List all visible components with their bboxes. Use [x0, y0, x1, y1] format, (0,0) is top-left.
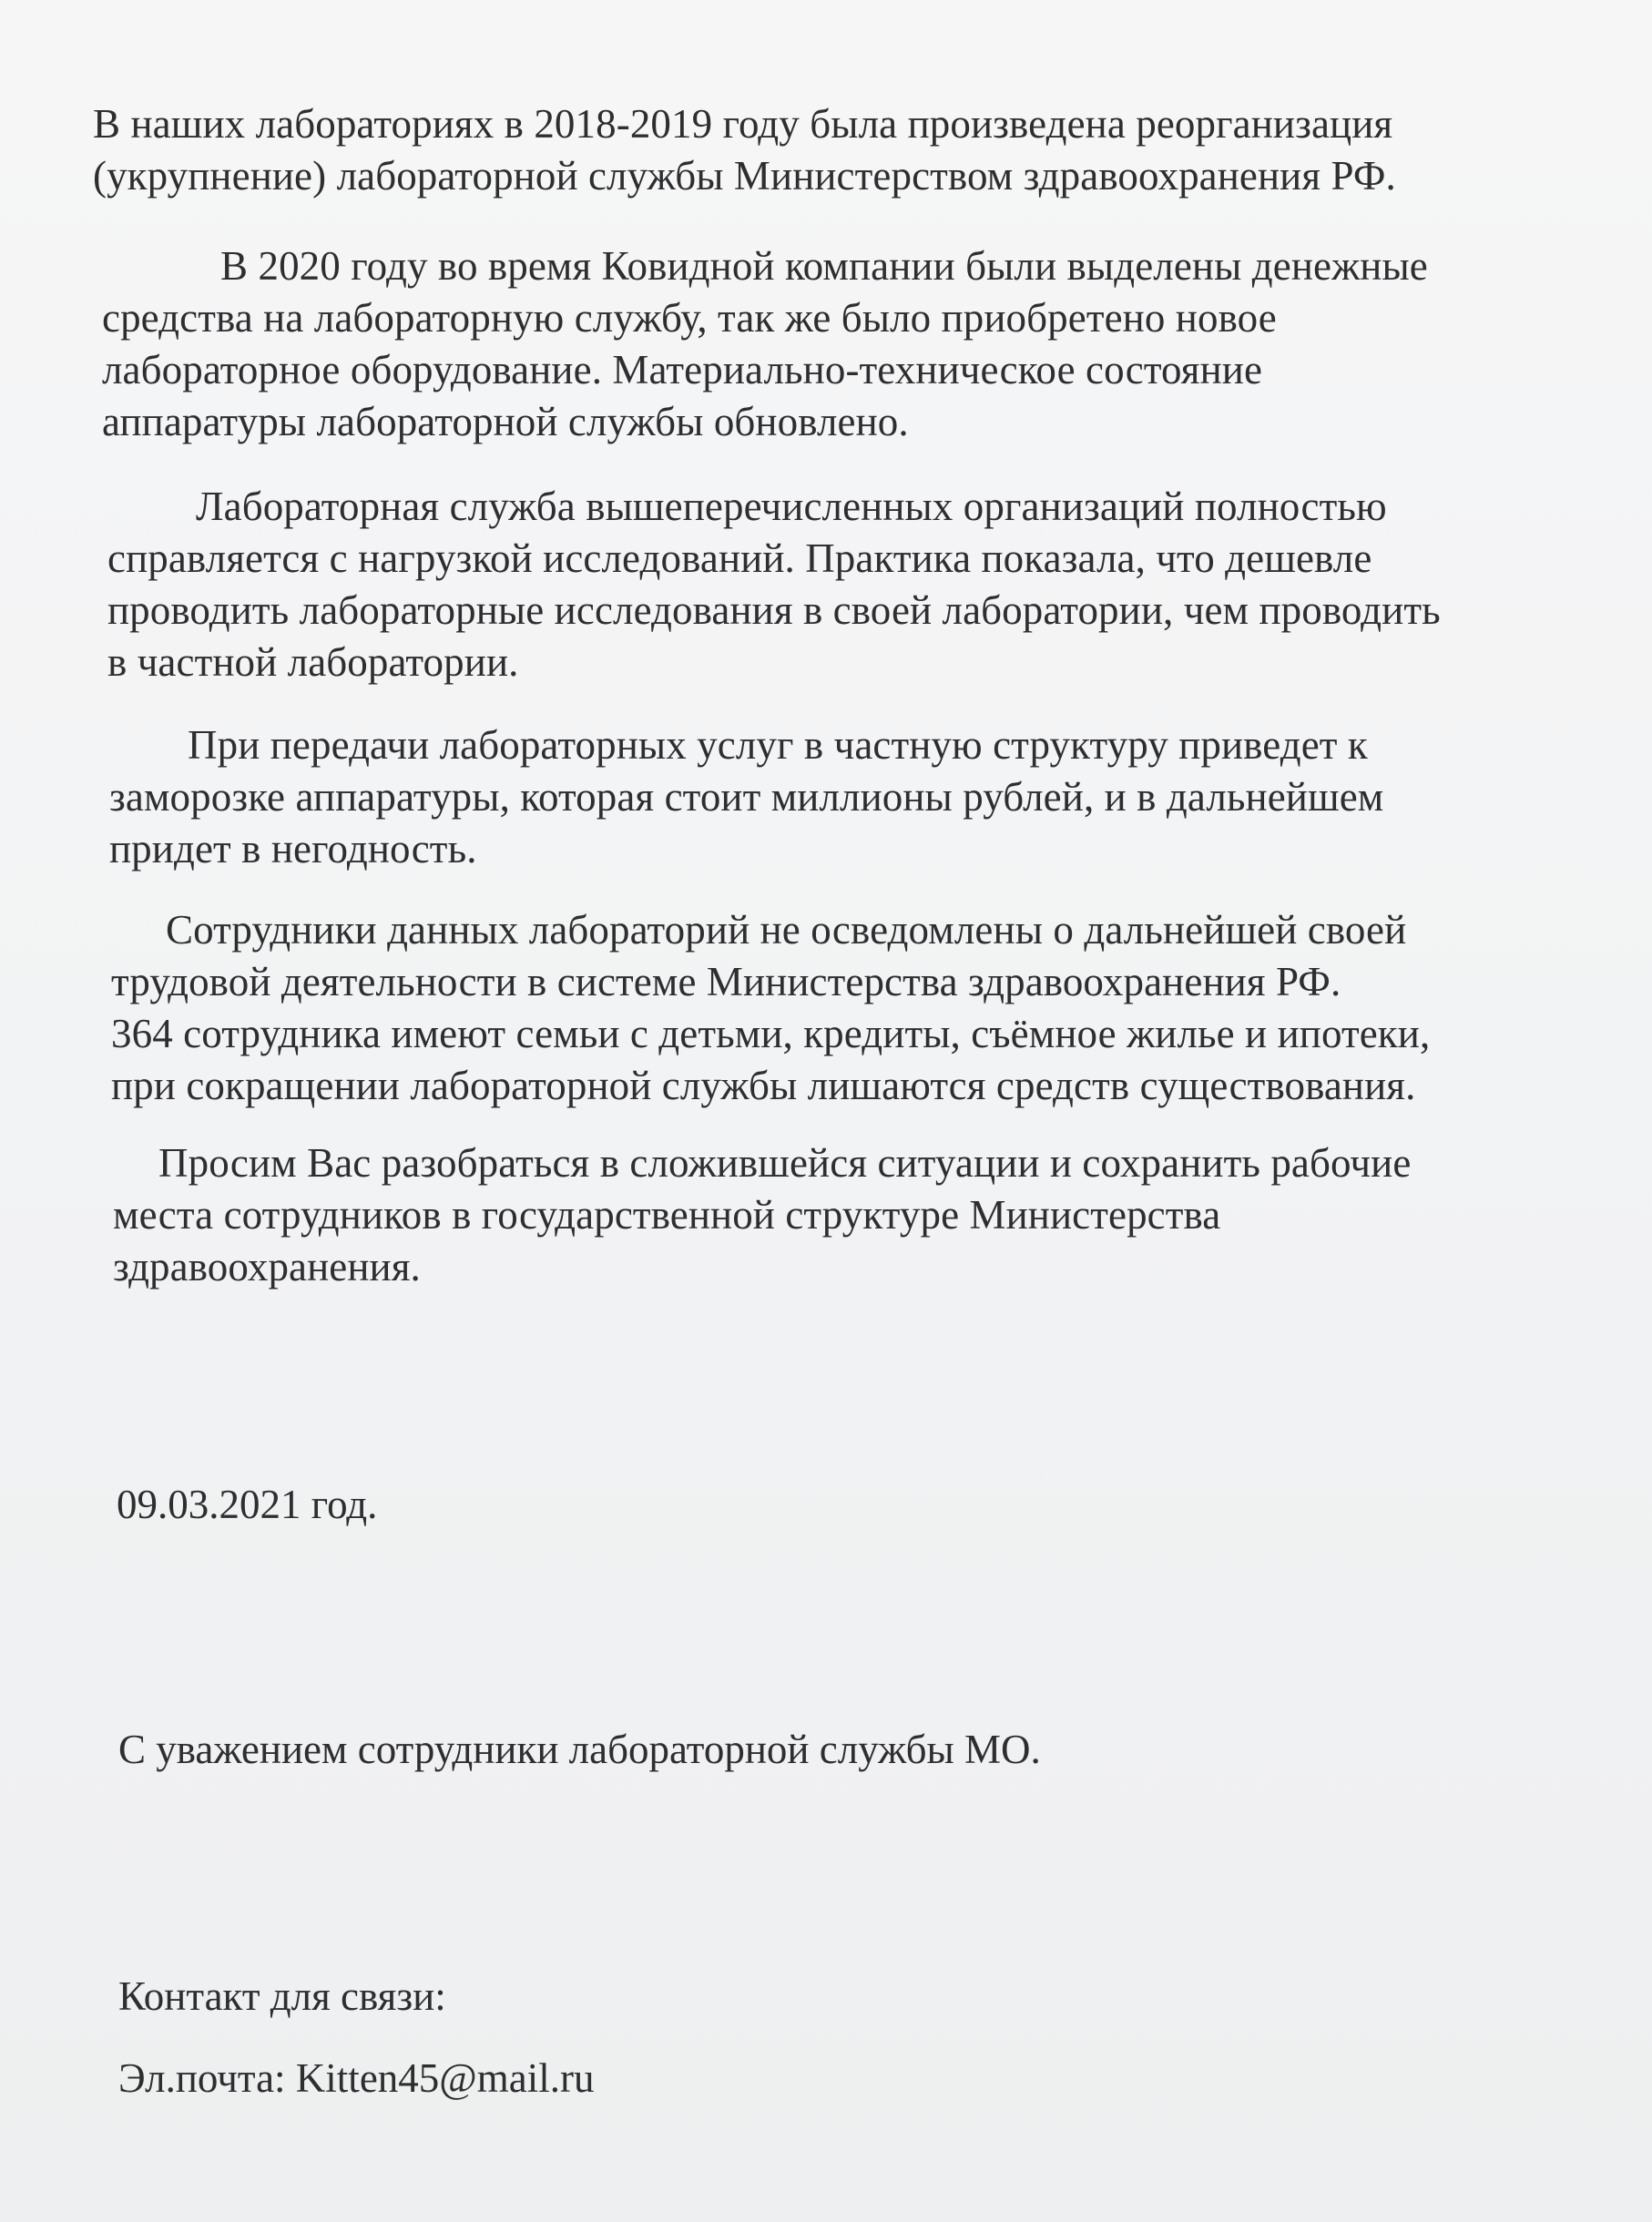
paragraph-line: 364 сотрудника имеют семьи с детьми, кредиты, съёмное жилье и ипотеки,	[111, 1011, 1431, 1056]
paragraph-line: При передачи лабораторных услуг в частную структуру приведет к	[188, 722, 1368, 768]
paragraph-employees	[111, 904, 1430, 1112]
paragraph-line: придет в негодность.	[109, 826, 477, 871]
paragraph-line: Сотрудники данных лабораторий не осведомлены о дальнейшей своей	[166, 907, 1407, 953]
paragraph-line: В наших лабораториях в 2018-2019 году была произведена реорганизация	[93, 101, 1393, 147]
paragraph-line: трудовой деятельности в системе Министерства здравоохранения РФ.	[111, 959, 1341, 1004]
contact-heading: Контакт для связи:	[118, 1973, 446, 2019]
paragraph-line: в частной лаборатории.	[107, 639, 519, 685]
contact-email: Эл.почта: Kitten45@mail.ru	[118, 2055, 595, 2101]
paragraph-line: проводить лабораторные исследования в своей лаборатории, чем проводить	[107, 587, 1441, 633]
paragraph-line: здравоохранения.	[113, 1244, 421, 1289]
paragraph-line: Просим Вас разобраться в сложившейся ситуации и сохранить рабочие	[158, 1140, 1412, 1186]
paragraph-funding	[102, 240, 1428, 448]
paragraph-reorganization	[93, 98, 1396, 202]
paragraph-line: при сокращении лабораторной службы лишаются средств существования.	[111, 1063, 1416, 1108]
paragraph-request	[113, 1137, 1411, 1293]
paragraph-line: заморозке аппаратуры, которая стоит миллионы рублей, и в дальнейшем	[109, 774, 1384, 820]
paragraph-workload	[107, 481, 1441, 688]
paragraph-line: Лабораторная служба вышеперечисленных организаций полностью	[196, 484, 1387, 529]
paragraph-private-transfer	[109, 719, 1383, 875]
paragraph-line: справляется с нагрузкой исследований. Практика показала, что дешевле	[107, 535, 1372, 581]
letter-closing: С уважением сотрудники лабораторной службы МО.	[118, 1727, 1041, 1772]
paragraph-line: В 2020 году во время Ковидной компании были выделены денежные	[220, 243, 1428, 289]
paragraph-line: аппаратуры лабораторной службы обновлено.	[102, 399, 909, 444]
paragraph-line: средства на лабораторную службу, так же было приобретено новое	[102, 295, 1277, 341]
paragraph-line: лабораторное оборудование. Материально-техническое состояние	[102, 347, 1263, 392]
paragraph-line: (укрупнение) лабораторной службы Министерством здравоохранения РФ.	[93, 153, 1396, 199]
paragraph-line: места сотрудников в государственной структуре Министерства	[113, 1192, 1221, 1238]
letter-date: 09.03.2021 год.	[117, 1482, 378, 1527]
